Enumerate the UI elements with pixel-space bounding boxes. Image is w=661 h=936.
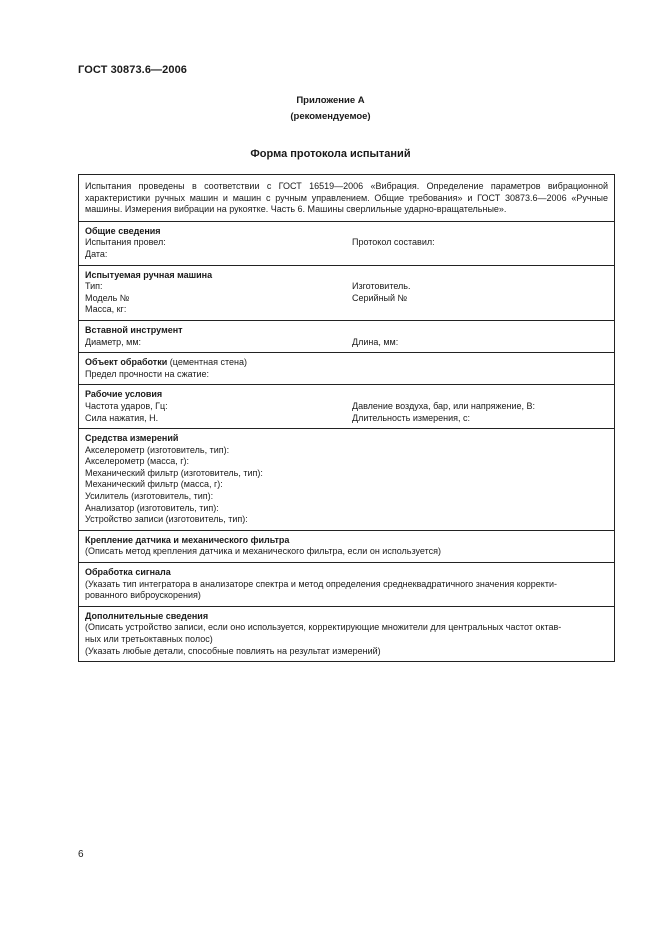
annex-title: Приложение А [296, 95, 365, 106]
signal-text-line: (Указать тип интегратора в анализаторе спектра и метод определения среднеквадратичного значения корректи- [85, 578, 557, 589]
duration-field: Длительность измерения, с: [352, 412, 471, 423]
signal-section [79, 562, 614, 606]
tested-by-field: Испытания провел: [85, 237, 166, 248]
additional-text-line: (Описать устройство записи, если оно используется, корректирующие множители для центральных частот октав- [85, 622, 562, 633]
standard-header: ГОСТ 30873.6—2006 [78, 64, 188, 76]
mounting-text: (Описать метод крепления датчика и механического фильтра, если он используется) [85, 546, 441, 557]
signal-text-line: рованного виброускорения) [85, 590, 201, 601]
test-report-form [78, 174, 615, 662]
serial-field: Серийный № [352, 292, 408, 303]
conditions-title: Рабочие условия [85, 389, 163, 400]
workpiece-note: (цементная стена) [169, 357, 247, 368]
mounting-section [79, 530, 614, 562]
form-title: Форма протокола испытаний [250, 148, 411, 160]
instruments-section [79, 428, 614, 530]
additional-text-line: (Указать любые детали, способные повлиять на результат измерений) [85, 645, 381, 656]
length-field: Длина, мм: [352, 336, 399, 347]
pressure-field: Давление воздуха, бар, или напряжение, В: [352, 400, 536, 411]
machine-type-field: Тип: [85, 281, 103, 292]
workpiece-section [79, 352, 614, 384]
intro-text: Испытания проведены в соответствии с ГОСТ 16519—2006 «Вибрация. Определение параметров вибрационной характеристики ручных машин и машин с ручным управлением. Общие требования» и ГОСТ 30873.6—2006 «Ручные машины. Измерения вибрации на рукоятке. Часть 6. Машины сверлильные ударно-вращательные». [85, 181, 608, 215]
additional-text-line: ных или третьоктавных полос) [85, 634, 213, 644]
conditions-section [79, 384, 614, 428]
instrument-item: Анализатор (изготовитель, тип): [85, 502, 219, 513]
impact-frequency-field: Частота ударов, Гц: [85, 400, 168, 411]
mass-field: Масса, кг: [85, 304, 127, 315]
strength-field: Предел прочности на сжатие: [85, 368, 210, 379]
manufacturer-field: Изготовитель. [352, 281, 411, 292]
general-section [79, 221, 614, 265]
mounting-title: Крепление датчика и механического фильтра [85, 534, 290, 545]
protocol-by-field: Протокол составил: [352, 237, 435, 248]
instrument-item: Устройство записи (изготовитель, тип): [85, 514, 248, 525]
model-field: Модель № [85, 292, 130, 303]
instrument-item: Усилитель (изготовитель, тип): [85, 491, 214, 502]
workpiece-title: Объект обработки [85, 357, 168, 368]
date-field: Дата: [85, 248, 108, 259]
signal-title: Обработка сигнала [85, 567, 171, 578]
diameter-field: Диаметр, мм: [85, 336, 142, 347]
instruments-title: Средства измерений [85, 433, 179, 444]
intro-section [79, 175, 614, 221]
machine-section [79, 265, 614, 320]
annex-subtitle: (рекомендуемое) [290, 111, 371, 122]
page-number: 6 [78, 849, 84, 860]
instrument-item: Механический фильтр (изготовитель, тип): [85, 467, 263, 478]
additional-section [79, 606, 614, 661]
feed-force-field: Сила нажатия, Н. [85, 412, 159, 423]
additional-title: Дополнительные сведения [85, 610, 209, 621]
instrument-item: Механический фильтр (масса, г): [85, 479, 223, 490]
machine-title: Испытуемая ручная машина [85, 269, 213, 280]
general-title: Общие сведения [85, 225, 161, 236]
tool-title: Вставной инструмент [85, 324, 183, 335]
tool-section [79, 320, 614, 352]
instrument-item: Акселерометр (масса, г): [85, 456, 190, 467]
instrument-item: Акселерометр (изготовитель, тип): [85, 444, 230, 455]
